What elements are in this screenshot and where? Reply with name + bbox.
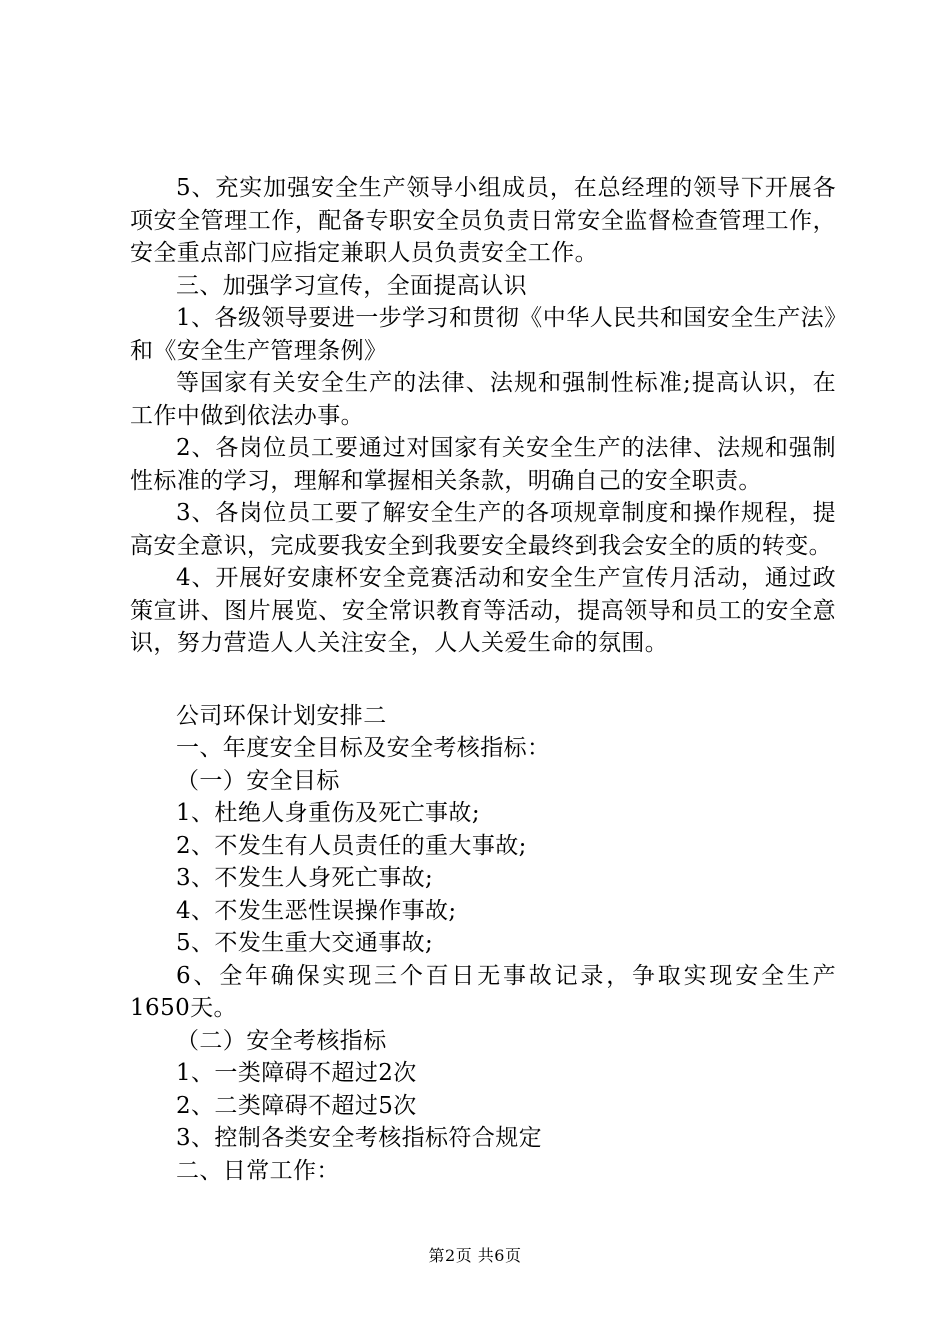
paragraph: 等国家有关安全生产的法律、法规和强制性标准;提高认识，在工作中做到依法办事。 xyxy=(130,370,836,429)
section-heading: 一、年度安全目标及安全考核指标： xyxy=(176,735,551,761)
list-item: 4、不发生恶性误操作事故; xyxy=(176,897,457,924)
list-item: 1、杜绝人身重伤及死亡事故; xyxy=(176,800,480,826)
document-body xyxy=(130,172,836,1187)
subsection-heading: （二）安全考核指标 xyxy=(176,1027,387,1054)
paragraph: 4、开展好安康杯安全竞赛活动和安全生产宣传月活动，通过政策宣讲、图片展览、安全常识教育等活动，提高领导和员工的安全意识，努力营造人人关注安全，人人关爱生命的氛围。 xyxy=(130,565,836,656)
list-item: 2、二类障碍不超过5次 xyxy=(176,1092,417,1119)
list-item: 1、一类障碍不超过2次 xyxy=(176,1060,417,1086)
section-heading: 二、日常工作： xyxy=(176,1157,340,1184)
paragraph: 3、各岗位员工要了解安全生产的各项规章制度和操作规程，提高安全意识，完成要我安全到我要安全最终到我会安全的质的转变。 xyxy=(130,500,836,559)
paragraph: 2、各岗位员工要通过对国家有关安全生产的法律、法规和强制性标准的学习，理解和掌握相关条款，明确自己的安全职责。 xyxy=(130,435,836,494)
paragraph: 1、各级领导要进一步学习和贯彻《中华人民共和国安全生产法》和《安全生产管理条例》 xyxy=(130,305,836,364)
section-heading: 三、加强学习宣传，全面提高认识 xyxy=(176,272,527,299)
page-number-footer: 第2页 共6页 xyxy=(428,1246,522,1265)
list-item: 3、控制各类安全考核指标符合规定 xyxy=(176,1125,543,1151)
paragraph: 5、充实加强安全生产领导小组成员，在总经理的领导下开展各项安全管理工作，配备专职安全员负责日常安全监督检查管理工作，安全重点部门应指定兼职人员负责安全工作。 xyxy=(130,175,836,266)
section-gap xyxy=(130,660,836,700)
document-subtitle: 公司环保计划安排二 xyxy=(176,702,387,729)
list-item: 3、不发生人身死亡事故; xyxy=(176,865,434,891)
subsection-heading: （一）安全目标 xyxy=(176,767,340,794)
list-item: 2、不发生有人员责任的重大事故; xyxy=(176,832,527,859)
list-item: 6、全年确保实现三个百日无事故记录，争取实现安全生产1650天。 xyxy=(130,962,836,1021)
list-item: 5、不发生重大交通事故; xyxy=(176,930,434,956)
